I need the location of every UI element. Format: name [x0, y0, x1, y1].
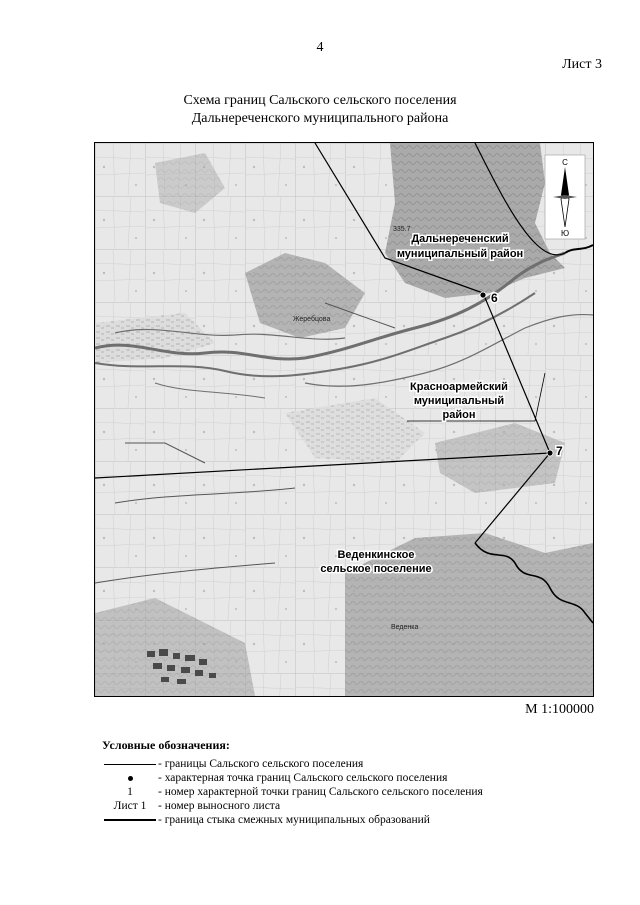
map-frame [94, 142, 594, 697]
legend-text: - номер выносного листа [158, 800, 281, 812]
legend-symbol-thick-line [102, 819, 158, 821]
region-dalnerechensky-line-1: Дальнереченский [411, 233, 509, 245]
legend-item-point-number [102, 785, 562, 799]
legend-symbol-sheet-text: Лист 1 [113, 800, 147, 812]
boundary-point-6-number: 6 [491, 291, 498, 305]
legend-text: - номер характерной точки границ Сальского сельского поселения [158, 786, 483, 798]
legend-symbol-number [102, 786, 158, 798]
legend-item-characteristic-point [102, 771, 562, 785]
title-line-1: Схема границ Сальского сельского поселения [183, 93, 457, 108]
compass-north-label: С [562, 158, 568, 167]
legend-symbol-dot [102, 776, 158, 781]
boundary-point-7-number: 7 [556, 444, 563, 458]
spot-village-label: Веденка [391, 624, 419, 631]
sheet-label: Лист 3 [562, 57, 602, 72]
boundary-point-6-dot [480, 292, 486, 298]
legend-item-settlement-boundary [102, 757, 562, 771]
legend-symbol-number-text: 1 [127, 786, 133, 798]
page-title [0, 92, 640, 128]
page-number: 4 [316, 40, 324, 55]
boundary-point-7-dot [547, 450, 553, 456]
region-krasnoarmeysky-line-3: район [442, 409, 476, 421]
title-line-2: Дальнереченского муниципального района [191, 111, 449, 126]
legend-text: - границы Сальского сельского поселения [158, 758, 364, 770]
region-dalnerechensky-line-2: муниципальный район [396, 248, 524, 260]
map-canvas [95, 143, 593, 696]
legend [102, 738, 562, 827]
legend-item-junction-boundary [102, 813, 562, 827]
region-krasnoarmeysky-line-2: муниципальный [413, 395, 505, 407]
region-vedenkinskoe-line-2: сельское поселение [320, 563, 432, 575]
legend-text: - граница стыка смежных муниципальных образований [158, 814, 430, 826]
compass-south-label: Ю [560, 229, 570, 238]
spot-height-label: 335.7 [393, 226, 411, 233]
spot-place-label: Жеребцова [293, 316, 331, 323]
legend-title: Условные обозначения: [102, 738, 230, 752]
legend-symbol-thin-line [102, 764, 158, 765]
region-krasnoarmeysky-line-1: Красноармейский [410, 381, 508, 393]
map-scale: М 1:100000 [525, 702, 594, 717]
region-vedenkinskoe-line-1: Веденкинское [337, 549, 415, 561]
legend-symbol-sheet [102, 800, 158, 812]
legend-item-sheet-number [102, 799, 562, 813]
legend-text: - характерная точка границ Сальского сельского поселения [158, 772, 448, 784]
compass-rose [545, 155, 585, 239]
